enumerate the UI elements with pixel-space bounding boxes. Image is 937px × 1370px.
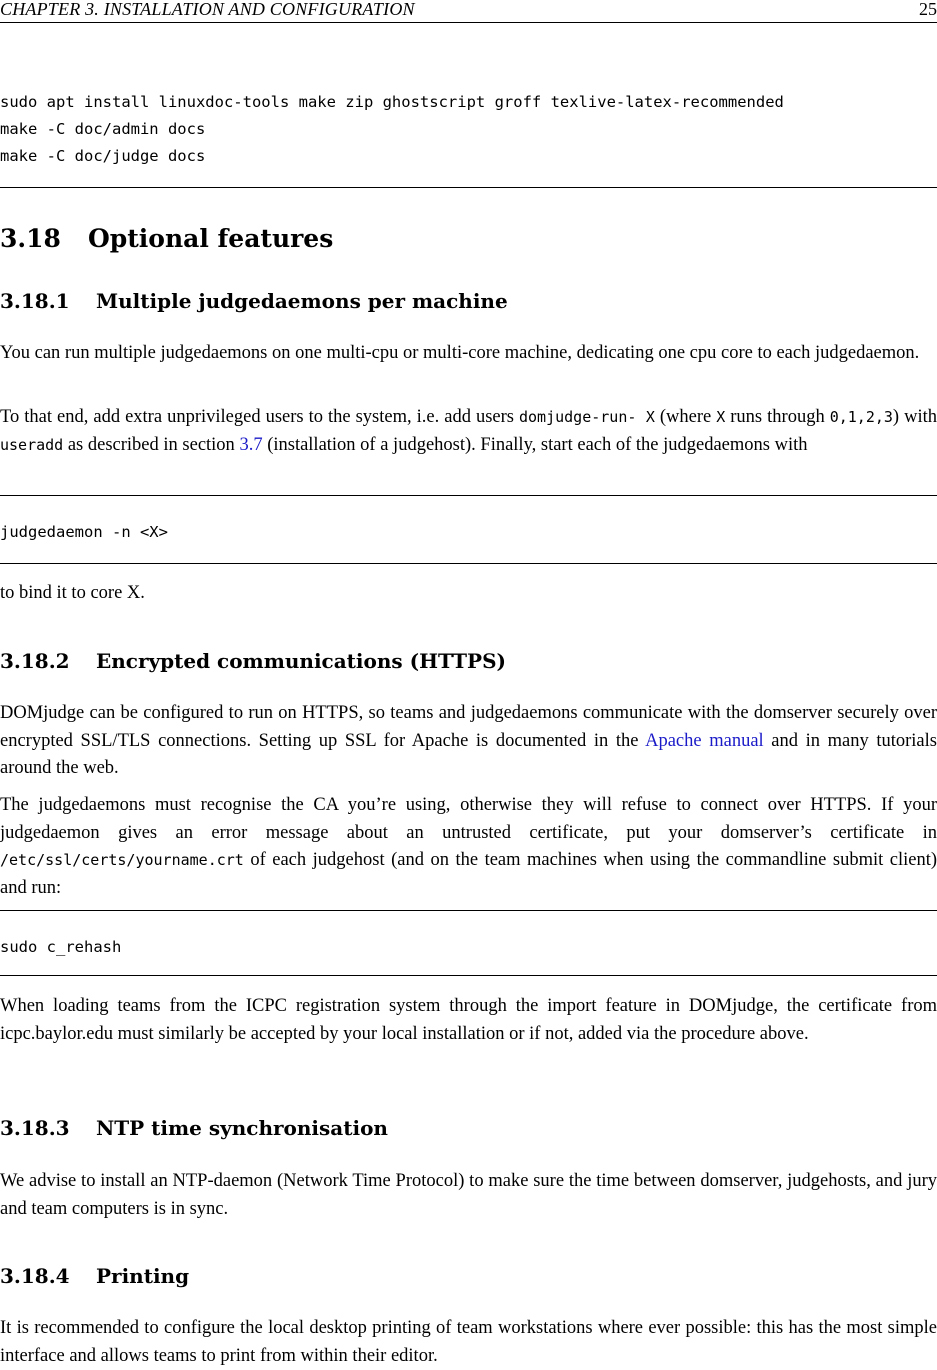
code-line: sudo apt install linuxdoc-tools make zip ghostscript groff texlive-latex-recommended bbox=[0, 93, 784, 111]
subsection-number: 3.18.4 bbox=[0, 1264, 70, 1288]
subsection-heading bbox=[0, 649, 937, 673]
inline-code: X bbox=[716, 408, 726, 426]
text: and in many tutorials around the web. bbox=[0, 730, 937, 778]
section-heading bbox=[0, 224, 937, 253]
page-number: 25 bbox=[919, 0, 937, 19]
subsection-title: Multiple judgedaemons per machine bbox=[96, 289, 508, 313]
text: DOMjudge can be configured to run on HTTPS, so teams and judgedaemons communicate with the domserver securely over encrypted SSL/TLS connections. Setting up SSL for Apache is documented in the bbox=[0, 703, 937, 751]
chapter-title: CHAPTER 3. INSTALLATION AND CONFIGURATION bbox=[0, 0, 415, 19]
subsection-title: NTP time synchronisation bbox=[96, 1116, 388, 1140]
paragraph bbox=[0, 404, 937, 459]
subsection-number: 3.18.3 bbox=[0, 1116, 70, 1140]
text: To that end, add extra unprivileged users to the system, i.e. add users bbox=[0, 407, 519, 427]
paragraph: to bind it to core X. bbox=[0, 583, 145, 603]
inline-code: domjudge-run- X bbox=[519, 408, 655, 426]
section-number: 3.18 bbox=[0, 224, 61, 253]
inline-code: /etc/ssl/certs/yourname.crt bbox=[0, 851, 244, 869]
paragraph: It is recommended to configure the local desktop printing of team workstations where ever possible: this has the most simple interface and allows teams to print from within their editor. bbox=[0, 1318, 937, 1366]
code-line: sudo c_rehash bbox=[0, 938, 122, 956]
paragraph: When loading teams from the ICPC registration system through the import feature in DOMjudge, the certificate from icpc.baylor.edu must similarly be accepted by your local installation or if not, added via the procedure above. bbox=[0, 996, 937, 1044]
text: as described in section bbox=[63, 434, 240, 455]
code-line: judgedaemon -n <X> bbox=[0, 523, 168, 541]
section-link[interactable]: 3.7 bbox=[239, 434, 263, 455]
page-header bbox=[0, 0, 937, 23]
text: (installation of a judgehost). Finally, start each of the judgedaemons with bbox=[262, 434, 808, 455]
code-rule bbox=[0, 910, 937, 911]
apache-manual-link[interactable]: Apache manual bbox=[645, 730, 764, 751]
subsection-heading bbox=[0, 1264, 937, 1288]
text: The judgedaemons must recognise the CA you’re using, otherwise they will refuse to connect over HTTPS. If your judgedaemon gives an error message about an untrusted certificate, put your domserver’s certificate in bbox=[0, 795, 937, 843]
paragraph: You can run multiple judgedaemons on one multi-cpu or multi-core machine, dedicating one cpu core to each judgedaemon. bbox=[0, 343, 920, 363]
code-line: make -C doc/judge docs bbox=[0, 147, 206, 165]
subsection-number: 3.18.2 bbox=[0, 649, 70, 673]
code-rule bbox=[0, 975, 937, 976]
code-rule bbox=[0, 563, 937, 564]
text: ) with bbox=[892, 407, 937, 427]
subsection-number: 3.18.1 bbox=[0, 289, 70, 313]
paragraph bbox=[0, 700, 937, 783]
subsection-title: Encrypted communications (HTTPS) bbox=[96, 649, 506, 673]
subsection-title: Printing bbox=[96, 1264, 190, 1288]
code-line: make -C doc/admin docs bbox=[0, 120, 206, 138]
code-rule bbox=[0, 187, 937, 188]
section-title: Optional features bbox=[88, 224, 334, 253]
subsection-heading bbox=[0, 289, 937, 313]
text: of each judgehost (and on the team machines when using the commandline submit client) and run: bbox=[0, 850, 937, 898]
paragraph bbox=[0, 792, 937, 902]
text: (where bbox=[654, 407, 717, 427]
subsection-heading bbox=[0, 1116, 937, 1140]
inline-code: useradd bbox=[0, 435, 64, 454]
paragraph: We advise to install an NTP-daemon (Network Time Protocol) to make sure the time between domserver, judgehosts, and jury and team computers is in sync. bbox=[0, 1171, 937, 1219]
inline-code: 0,1,2,3 bbox=[829, 408, 893, 426]
text: runs through bbox=[725, 407, 830, 427]
code-rule bbox=[0, 495, 937, 496]
